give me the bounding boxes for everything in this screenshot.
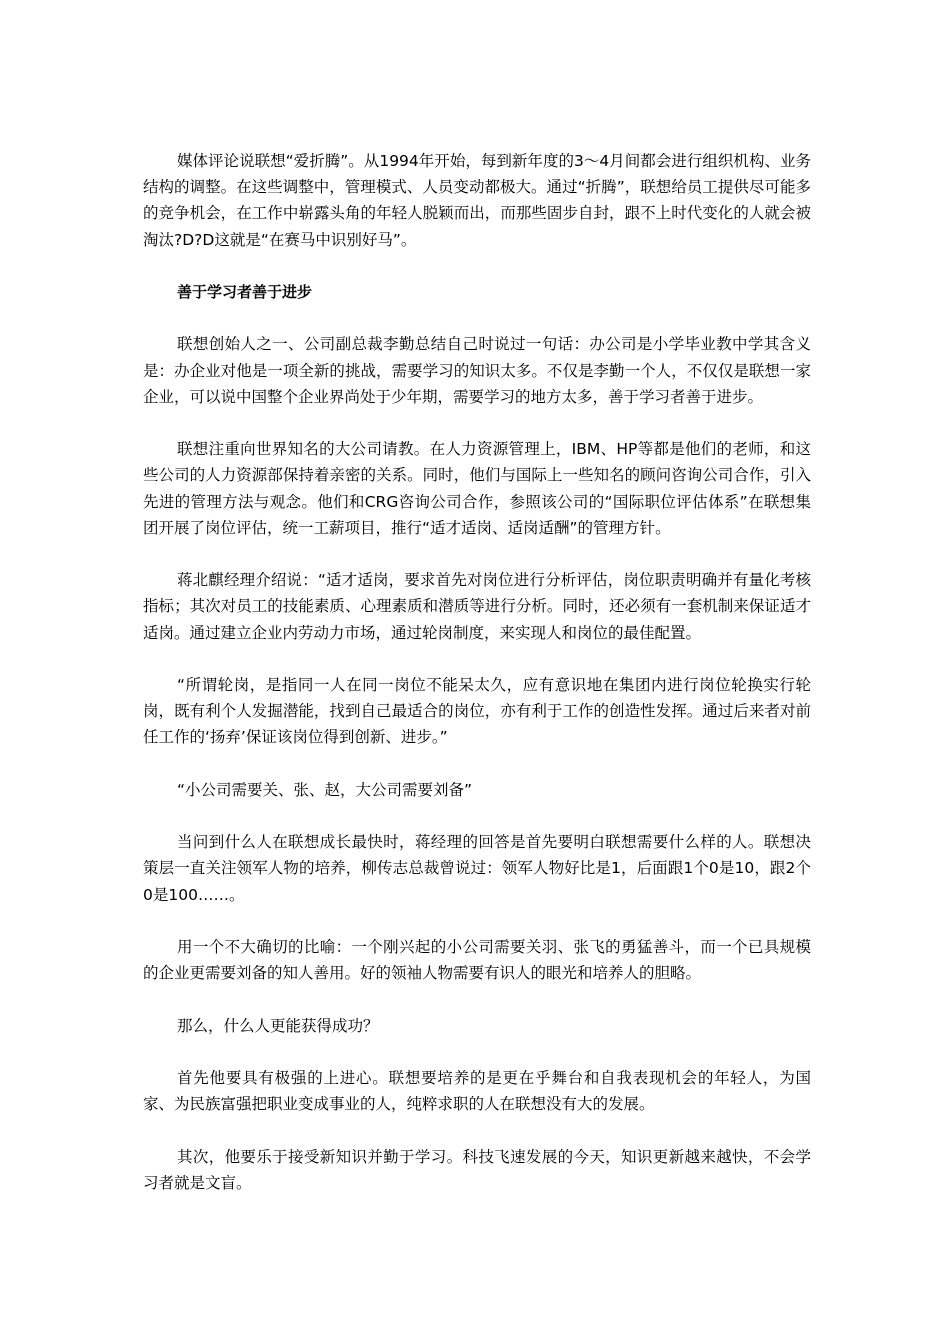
paragraph-3: 联想注重向世界知名的大公司请教。在人力资源管理上，IBM、HP等都是他们的老师，和这些公司的人力资源部保持着亲密的关系。同时，他们与国际上一些知名的顾问咨询公司合作，引入先进的管理方法与观念。他们和CRG咨询公司合作，参照该公司的“国际职位评估体系”在联想集团开展了岗位评估，统一工薪项目，推行“适才适岗、适岗适酬”的管理方针。 (143, 440, 811, 537)
paragraph-1: 媒体评论说联想“爱折腾”。从1994年开始，每到新年度的3～4月间都会进行组织机构、业务结构的调整。在这些调整中，管理模式、人员变动都极大。通过“折腾”，联想给员工提供尽可能多的竞争机会，在工作中崭露头角的年轻人脱颖而出，而那些固步自封，跟不上时代变化的人就会被淘汰?D?D这就是“在赛马中识别好马”。 (143, 152, 811, 249)
paragraph-7: 当问到什么人在联想成长最快时，蒋经理的回答是首先要明白联想需要什么样的人。联想决策层一直关注领军人物的培养，柳传志总裁曾说过：领军人物好比是1，后面跟1个0是10，跟2个0是100……。 (143, 833, 811, 904)
paragraph-4: 蒋北麒经理介绍说：“适才适岗，要求首先对岗位进行分析评估，岗位职责明确并有量化考核指标；其次对员工的技能素质、心理素质和潜质等进行分析。同时，还必须有一套机制来保证适才适岗。通过建立企业内劳动力市场，通过轮岗制度，来实现人和岗位的最佳配置。 (143, 571, 811, 642)
paragraph-2: 联想创始人之一、公司副总裁李勤总结自己时说过一句话：办公司是小学毕业教中学其含义是：办企业对他是一项全新的挑战，需要学习的知识太多。不仅是李勤一个人，不仅仅是联想一家企业，可以说中国整个企业界尚处于少年期，需要学习的地方太多，善于学习者善于进步。 (143, 335, 811, 406)
paragraph-5: “所谓轮岗，是指同一人在同一岗位不能呆太久，应有意识地在集团内进行岗位轮换实行轮岗，既有利个人发掘潜能，找到自己最适合的岗位，亦有利于工作的创造性发挥。通过后来者对前任工作的‘扬弃’保证该岗位得到创新、进步。” (143, 675, 811, 747)
paragraph-11: 其次，他要乐于接受新知识并勤于学习。科技飞速发展的今天，知识更新越来越快，不会学习者就是文盲。 (143, 1147, 811, 1192)
section-heading-learning: 善于学习者善于进步 (177, 283, 313, 301)
document-page (143, 148, 811, 1222)
paragraph-6-subheading: “小公司需要关、张、赵，大公司需要刘备” (177, 780, 473, 799)
paragraph-9: 那么，什么人更能获得成功？ (177, 1016, 379, 1035)
paragraph-8: 用一个不大确切的比喻：一个刚兴起的小公司需要关羽、张飞的勇猛善斗，而一个已具规模的企业更需要刘备的知人善用。好的领袖人物需要有识人的眼光和培养人的胆略。 (143, 937, 811, 983)
paragraph-10: 首先他要具有极强的上进心。联想要培养的是更在乎舞台和自我表现机会的年轻人，为国家、为民族富强把职业变成事业的人，纯粹求职的人在联想没有大的发展。 (143, 1068, 811, 1114)
